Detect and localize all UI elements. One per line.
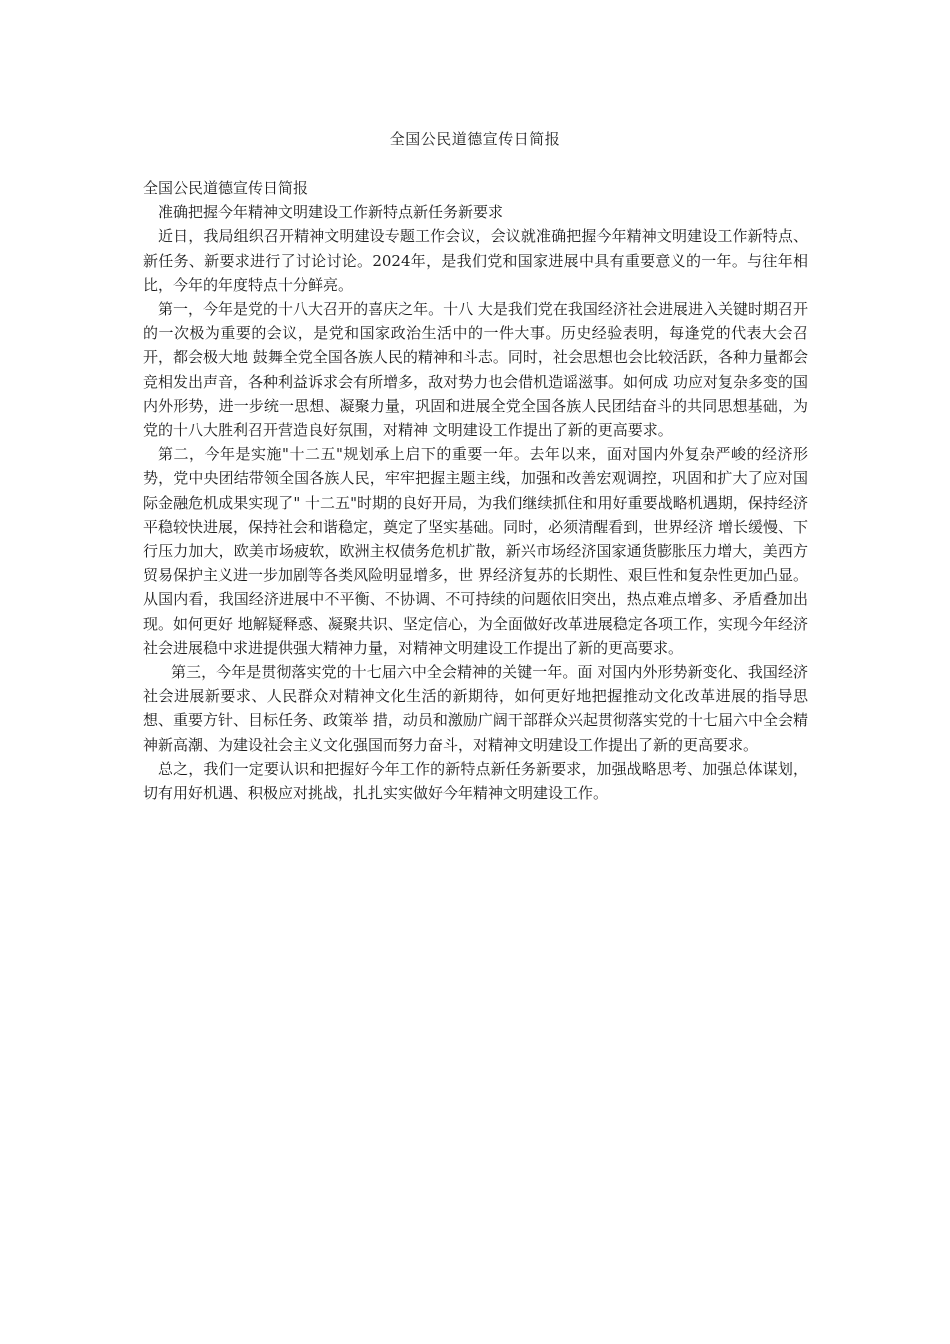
paragraph-first-point: 第一，今年是党的十八大召开的喜庆之年。十八 大是我们党在我国经济社会进展进入关键时期召开的一次极为重要的会议，是党和国家政治生活中的一件大事。历史经验表明，每逢党的代表大会召开，都会极大地 鼓舞全党全国各族人民的精神和斗志。同时，社会思想也会比较活跃，各种力量都会竞相发出声音，各种利益诉求会有所增多，敌对势力也会借机造谣滋事。如何成 功应对复杂多变的国内外形势，进一步统一思想、凝聚力量，巩固和进展全党全国各族人民团结奋斗的共同思想基础，为党的十八大胜利召开营造良好氛围，对精神 文明建设工作提出了新的更高要求。: [143, 300, 808, 440]
paragraph-second-point: 第二，今年是实施"十二五"规划承上启下的重要一年。去年以来，面对国内外复杂严峻的经济形势，党中央团结带领全国各族人民，牢牢把握主题主线，加强和改善宏观调控，巩固和扩大了应对国际金融危机成果实现了" 十二五"时期的良好开局，为我们继续抓住和用好重要战略机遇期，保持经济平稳较快进展，保持社会和谐稳定，奠定了坚实基础。同时，必须清醒看到，世界经济 增长缓慢、下行压力加大，欧美市场疲软，欧洲主权债务危机扩散，新兴市场经济国家通货膨胀压力增大，美西方贸易保护主义进一步加剧等各类风险明显增多，世 界经济复苏的长期性、艰巨性和复杂性更加凸显。从国内看，我国经济进展中不平衡、不协调、不可持续的问题依旧突出，热点难点增多、矛盾叠加出现。如何更好 地解疑释惑、凝聚共识、坚定信心，为全面做好改革进展稳定各项工作，实现今年经济社会进展稳中求进提供强大精神力量，对精神文明建设工作提出了新的更高要求。: [143, 445, 808, 657]
paragraph-third-point: 第三，今年是贯彻落实党的十七届六中全会精神的关键一年。面 对国内外形势新变化、我国经济社会进展新要求、人民群众对精神文化生活的新期待，如何更好地把握推动文化改革进展的指导思想、重要方针、目标任务、政策举 措，动员和激励广阔干部群众兴起贯彻落实党的十七届六中全会精神新高潮、为建设社会主义文化强国而努力奋斗，对精神文明建设工作提出了新的更高要求。: [143, 663, 808, 754]
document-heading: 全国公民道德宣传日简报: [143, 179, 309, 197]
paragraph-intro: 近日，我局组织召开精神文明建设专题工作会议，会议就准确把握今年精神文明建设工作新特点、新任务、新要求进行了讨论讨论。2024年，是我们党和国家进展中具有重要意义的一年。与往年相比，今年的年度特点十分鲜亮。: [143, 227, 808, 294]
document-subheading: 准确把握今年精神文明建设工作新特点新任务新要求: [158, 203, 504, 222]
document-body: [143, 176, 808, 805]
paragraph-conclusion: 总之，我们一定要认识和把握好今年工作的新特点新任务新要求，加强战略思考、加强总体谋划，切有用好机遇、积极应对挑战，扎扎实实做好今年精神文明建设工作。: [143, 759, 808, 803]
document-title: 全国公民道德宣传日简报: [389, 130, 561, 148]
